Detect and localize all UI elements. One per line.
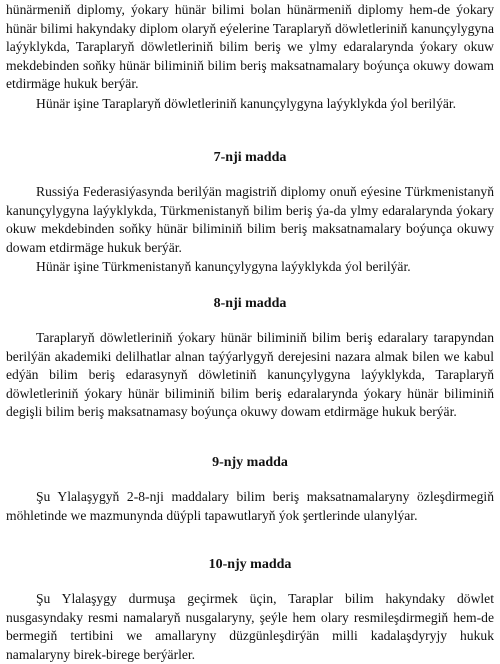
article-9-paragraph: Şu Ylalaşygyň 2-8-nji maddalary bilim beriş maksatnamalaryny özleşdirmegiň möhletinde we mazmunynda düýpli tapawutlaryň ýok şertlerinde ulanylýar. — [6, 489, 494, 523]
article-7-paragraph-2: Hünär işine Türkmenistanyň kanunçylygyna laýyklykda ýol berilýär. — [36, 259, 411, 274]
article-7-heading: 7-nji madda — [213, 150, 287, 165]
article-10-heading: 10-njy madda — [208, 557, 292, 572]
article-8-paragraph: Taraplaryň döwletleriniň ýokary hünär biliminiň bilim beriş edaralary tarapyndan berilýän akademiki delilhatlar alnan taýýarlygyň derejesini nazara almak bilen we kabul edýän bilim beriş edarasynyň döwletiniň kanunçylygyna laýyklykda, Taraplaryň döwletleriniň ýokary hünär biliminiň bilim beriş edaralarynda ýokary hünär biliminiň degişli bilim beriş maksatnamasy boýunça okuwy dowam etdirmäge hukuk berýär. — [6, 330, 494, 420]
article-9-heading: 9-njy madda — [212, 455, 288, 470]
article-8-heading: 8-nji madda — [213, 296, 287, 311]
article-10-paragraph: Şu Ylalaşygy durmuşa geçirmek üçin, Taraplar bilim hakyndaky döwlet nusgasyndaky resmi namalaryň nusgalaryny, şeýle hem olary resmileşdirmegiň hem-de bermegiň tertibini we amallaryny düzgünleşdirýän milli kadalaşdyryjy hukuk namalaryny birek-birege berýärler. — [6, 591, 494, 662]
paragraph-professional-activity: Hünär işine Taraplaryň döwletleriniň kanunçylygyna laýyklykda ýol berilýär. — [36, 96, 457, 111]
paragraph-continuation: hünärmeniň diplomy, ýokary hünär bilimi bolan hünärmeniň diplomy hem-de ýokary hünär bilimi hakyndaky diplom olaryň eýelerine Taraplaryň döwletleriniň kanunçylygyna laýyklykda, Taraplaryň döwletleriniň bilim beriş we ylmy edaralarynda ýokary okuw mekdebinden soňky hünär biliminiň bilim beriş maksatnamalary boýunça okuwy dowam etdirmäge hukuk berýär. — [6, 2, 494, 92]
article-7-paragraph-1: Russiýa Federasiýasynda berilýän magistriň diplomy onuň eýesine Türkmenistanyň kanunçylygyna laýyklykda, Türkmenistanyň bilim beriş ýa-da ylmy edaralarynda ýokary okuw mekdebinden soňky hünär biliminiň bilim beriş maksatnamalary boýunça okuwy dowam etdirmäge hukuk berýär. — [6, 184, 494, 255]
